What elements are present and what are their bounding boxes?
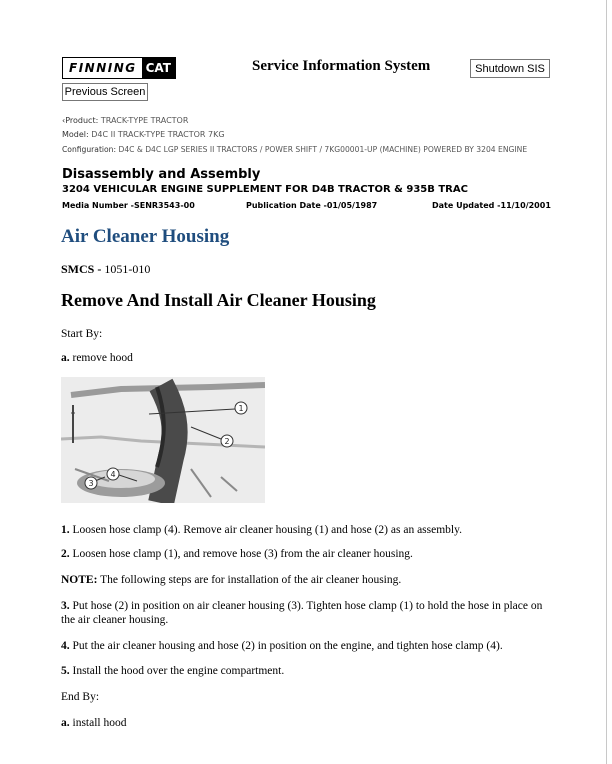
step-number: 1. — [61, 524, 70, 536]
back-chevron-icon[interactable]: ‹ — [62, 116, 66, 125]
end-step-text: install hood — [69, 717, 127, 729]
page-edge — [606, 0, 607, 764]
end-step-letter: a. — [61, 717, 70, 729]
publication-date: Publication Date -01/05/1987 — [246, 201, 378, 210]
configuration-label: Configuration: — [62, 145, 117, 154]
logo-word: FINNING — [69, 61, 137, 75]
system-title: Service Information System — [252, 58, 431, 74]
callout-3: 3 — [88, 479, 94, 488]
product-line — [62, 116, 188, 125]
page-title: Air Cleaner Housing — [61, 226, 230, 247]
configuration-value: D4C & D4C LGP SERIES II TRACTORS / POWER SHIFT / 7KG00001-UP (MACHINE) POWERED BY 3204 ENGINE — [118, 145, 528, 154]
air-cleaner-illustration — [61, 377, 265, 503]
product-value: TRACK-TYPE TRACTOR — [100, 116, 189, 125]
end-by-step — [61, 716, 561, 730]
supplement-title: 3204 VEHICULAR ENGINE SUPPLEMENT FOR D4B TRACTOR & 935B TRAC — [62, 184, 468, 195]
illustration-drawing — [61, 377, 265, 503]
callout-1: 1 — [238, 404, 244, 413]
note-label: NOTE: — [61, 574, 98, 586]
document-heading: Disassembly and Assembly — [62, 167, 261, 182]
callout-2: 2 — [224, 437, 230, 446]
step-item — [61, 599, 556, 627]
note — [61, 573, 561, 587]
finning-cat-logo — [62, 57, 176, 79]
callout-4: 4 — [110, 470, 116, 479]
product-label: Product: — [65, 116, 99, 125]
step-number: 4. — [61, 640, 70, 652]
step-item — [61, 523, 561, 537]
model-value: D4C II TRACK-TYPE TRACTOR 7KG — [91, 130, 225, 139]
start-by-label: Start By: — [61, 328, 103, 340]
configuration-line — [62, 145, 527, 154]
section-title: Remove And Install Air Cleaner Housing — [61, 290, 376, 310]
start-step-text: remove hood — [69, 352, 133, 364]
end-by-label: End By: — [61, 691, 100, 703]
step-text: Put hose (2) in position on air cleaner housing (3). Tighten hose clamp (1) to hold the hose in place on the air cleaner housing. — [61, 600, 543, 626]
step-text: Install the hood over the engine compartment. — [69, 665, 285, 677]
smcs-value: 1051-010 — [101, 262, 151, 276]
start-step-letter: a. — [61, 352, 70, 364]
previous-screen-button[interactable]: Previous Screen — [62, 83, 148, 101]
smcs-label: SMCS - — [61, 262, 102, 276]
step-text: Loosen hose clamp (1), and remove hose (3) from the air cleaner housing. — [69, 548, 413, 560]
step-item — [61, 664, 561, 678]
step-item — [61, 547, 561, 561]
note-text: The following steps are for installation of the air cleaner housing. — [97, 574, 402, 586]
logo-brand: CAT — [142, 58, 175, 78]
step-text: Loosen hose clamp (4). Remove air cleaner housing (1) and hose (2) as an assembly. — [69, 524, 462, 536]
step-number: 3. — [61, 600, 70, 612]
step-item — [61, 639, 561, 653]
step-number: 5. — [61, 665, 70, 677]
shutdown-sis-button[interactable]: Shutdown SIS — [470, 59, 550, 78]
date-updated: Date Updated -11/10/2001 — [432, 201, 551, 210]
start-by-step — [61, 351, 561, 365]
smcs-code — [61, 262, 150, 277]
model-label: Model: — [62, 130, 89, 139]
media-number: Media Number -SENR3543-00 — [62, 201, 195, 210]
step-text: Put the air cleaner housing and hose (2) in position on the engine, and tighten hose clamp (4). — [69, 640, 503, 652]
step-number: 2. — [61, 548, 70, 560]
model-line — [62, 130, 225, 139]
